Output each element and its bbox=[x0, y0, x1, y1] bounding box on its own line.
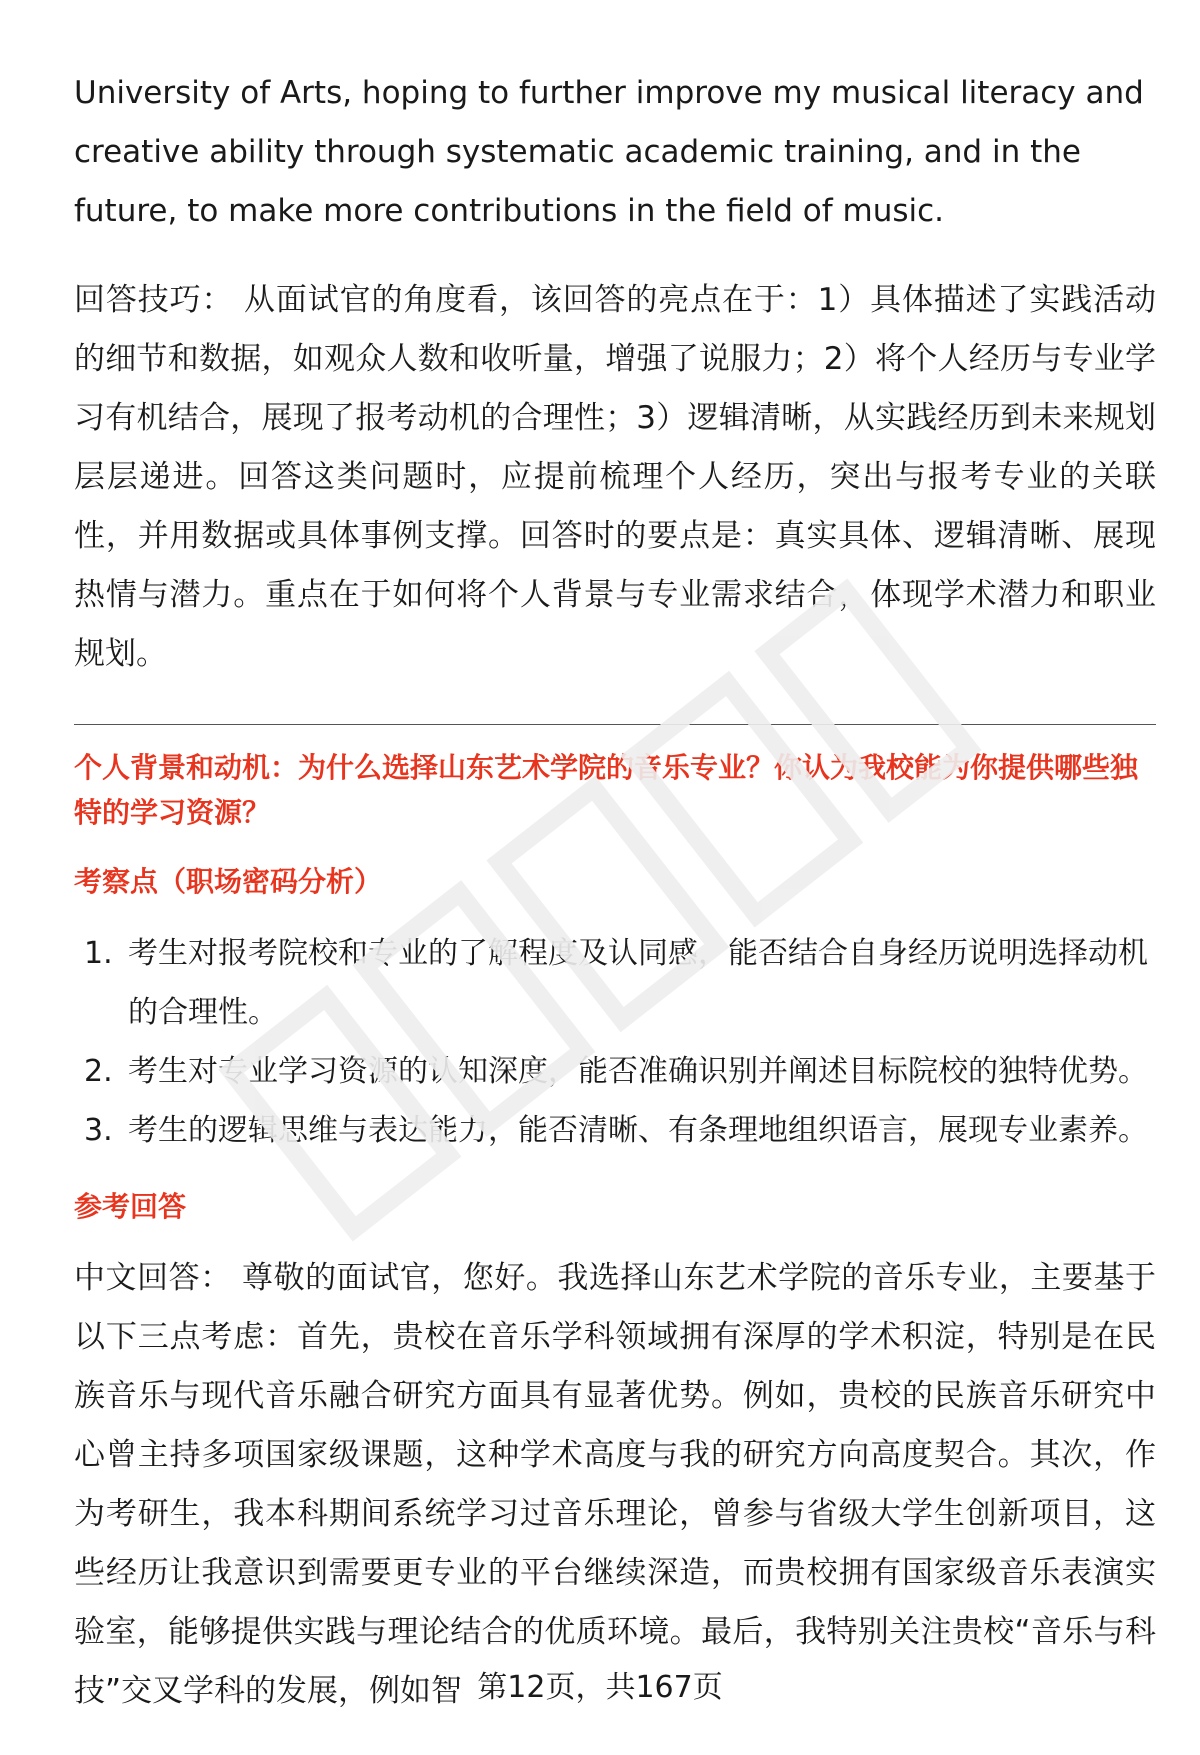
page-footer: 第12页，共167页 bbox=[477, 1670, 723, 1705]
list-item-number: 2. bbox=[84, 1054, 113, 1089]
question-heading: 个人背景和动机：为什么选择山东艺术学院的音乐专业？你认为我校能为你提供哪些独特的学习资源？ bbox=[74, 751, 1139, 829]
answer-tips-paragraph: 回答技巧： 从面试官的角度看，该回答的亮点在于：1）具体描述了实践活动的细节和数据，如观众人数和收听量，增强了说服力；2）将个人经历与专业学习有机结合，展现了报考动机的合理性；3）逻辑清晰，从实践经历到未来规划层层递进。回答这类问题时，应提前梳理个人经历，突出与报考专业的关联性，并用数据或具体事例支撑。回答时的要点是：真实具体、逻辑清晰、展现热情与潜力。重点在于如何将个人背景与专业需求结合，体现学术潜力和职业规划。 bbox=[74, 282, 1156, 672]
list-item bbox=[74, 1101, 1156, 1160]
list-item-text: 考生的逻辑思维与表达能力，能否清晰、有条理地组织语言，展现专业素养。 bbox=[128, 1113, 1148, 1148]
english-answer-paragraph: University of Arts, hoping to further improve my musical literacy and creative ability through systematic academic training, and in the future, to make more contributions in the field of music. bbox=[74, 75, 1144, 229]
list-item-number: 1. bbox=[84, 936, 113, 971]
chinese-answer-paragraph: 中文回答： 尊敬的面试官，您好。我选择山东艺术学院的音乐专业，主要基于以下三点考虑：首先，贵校在音乐学科领域拥有深厚的学术积淀，特别是在民族音乐与现代音乐融合研究方面具有显著优势。例如，贵校的民族音乐研究中心曾主持多项国家级课题，这种学术高度与我的研究方向高度契合。其次，作为考研生，我本科期间系统学习过音乐理论，曾参与省级大学生创新项目，这些经历让我意识到需要更专业的平台继续深造，而贵校拥有国家级音乐表演实验室，能够提供实践与理论结合的优质环境。最后，我特别关注贵校“音乐与科技”交叉学科的发展，例如智 bbox=[74, 1260, 1156, 1709]
assessment-list bbox=[74, 924, 1156, 1160]
list-item-text: 考生对报考院校和专业的了解程度及认同感，能否结合自身经历说明选择动机的合理性。 bbox=[128, 936, 1148, 1030]
section-divider bbox=[74, 724, 1156, 725]
list-item-text: 考生对专业学习资源的认知深度，能否准确识别并阐述目标院校的独特优势。 bbox=[128, 1054, 1148, 1089]
list-item-number: 3. bbox=[84, 1113, 113, 1148]
list-item bbox=[74, 1042, 1156, 1101]
document-page bbox=[74, 64, 1156, 1721]
assessment-heading: 考察点（职场密码分析） bbox=[74, 865, 383, 898]
list-item bbox=[74, 924, 1156, 1042]
reference-answer-heading: 参考回答 bbox=[74, 1190, 187, 1223]
